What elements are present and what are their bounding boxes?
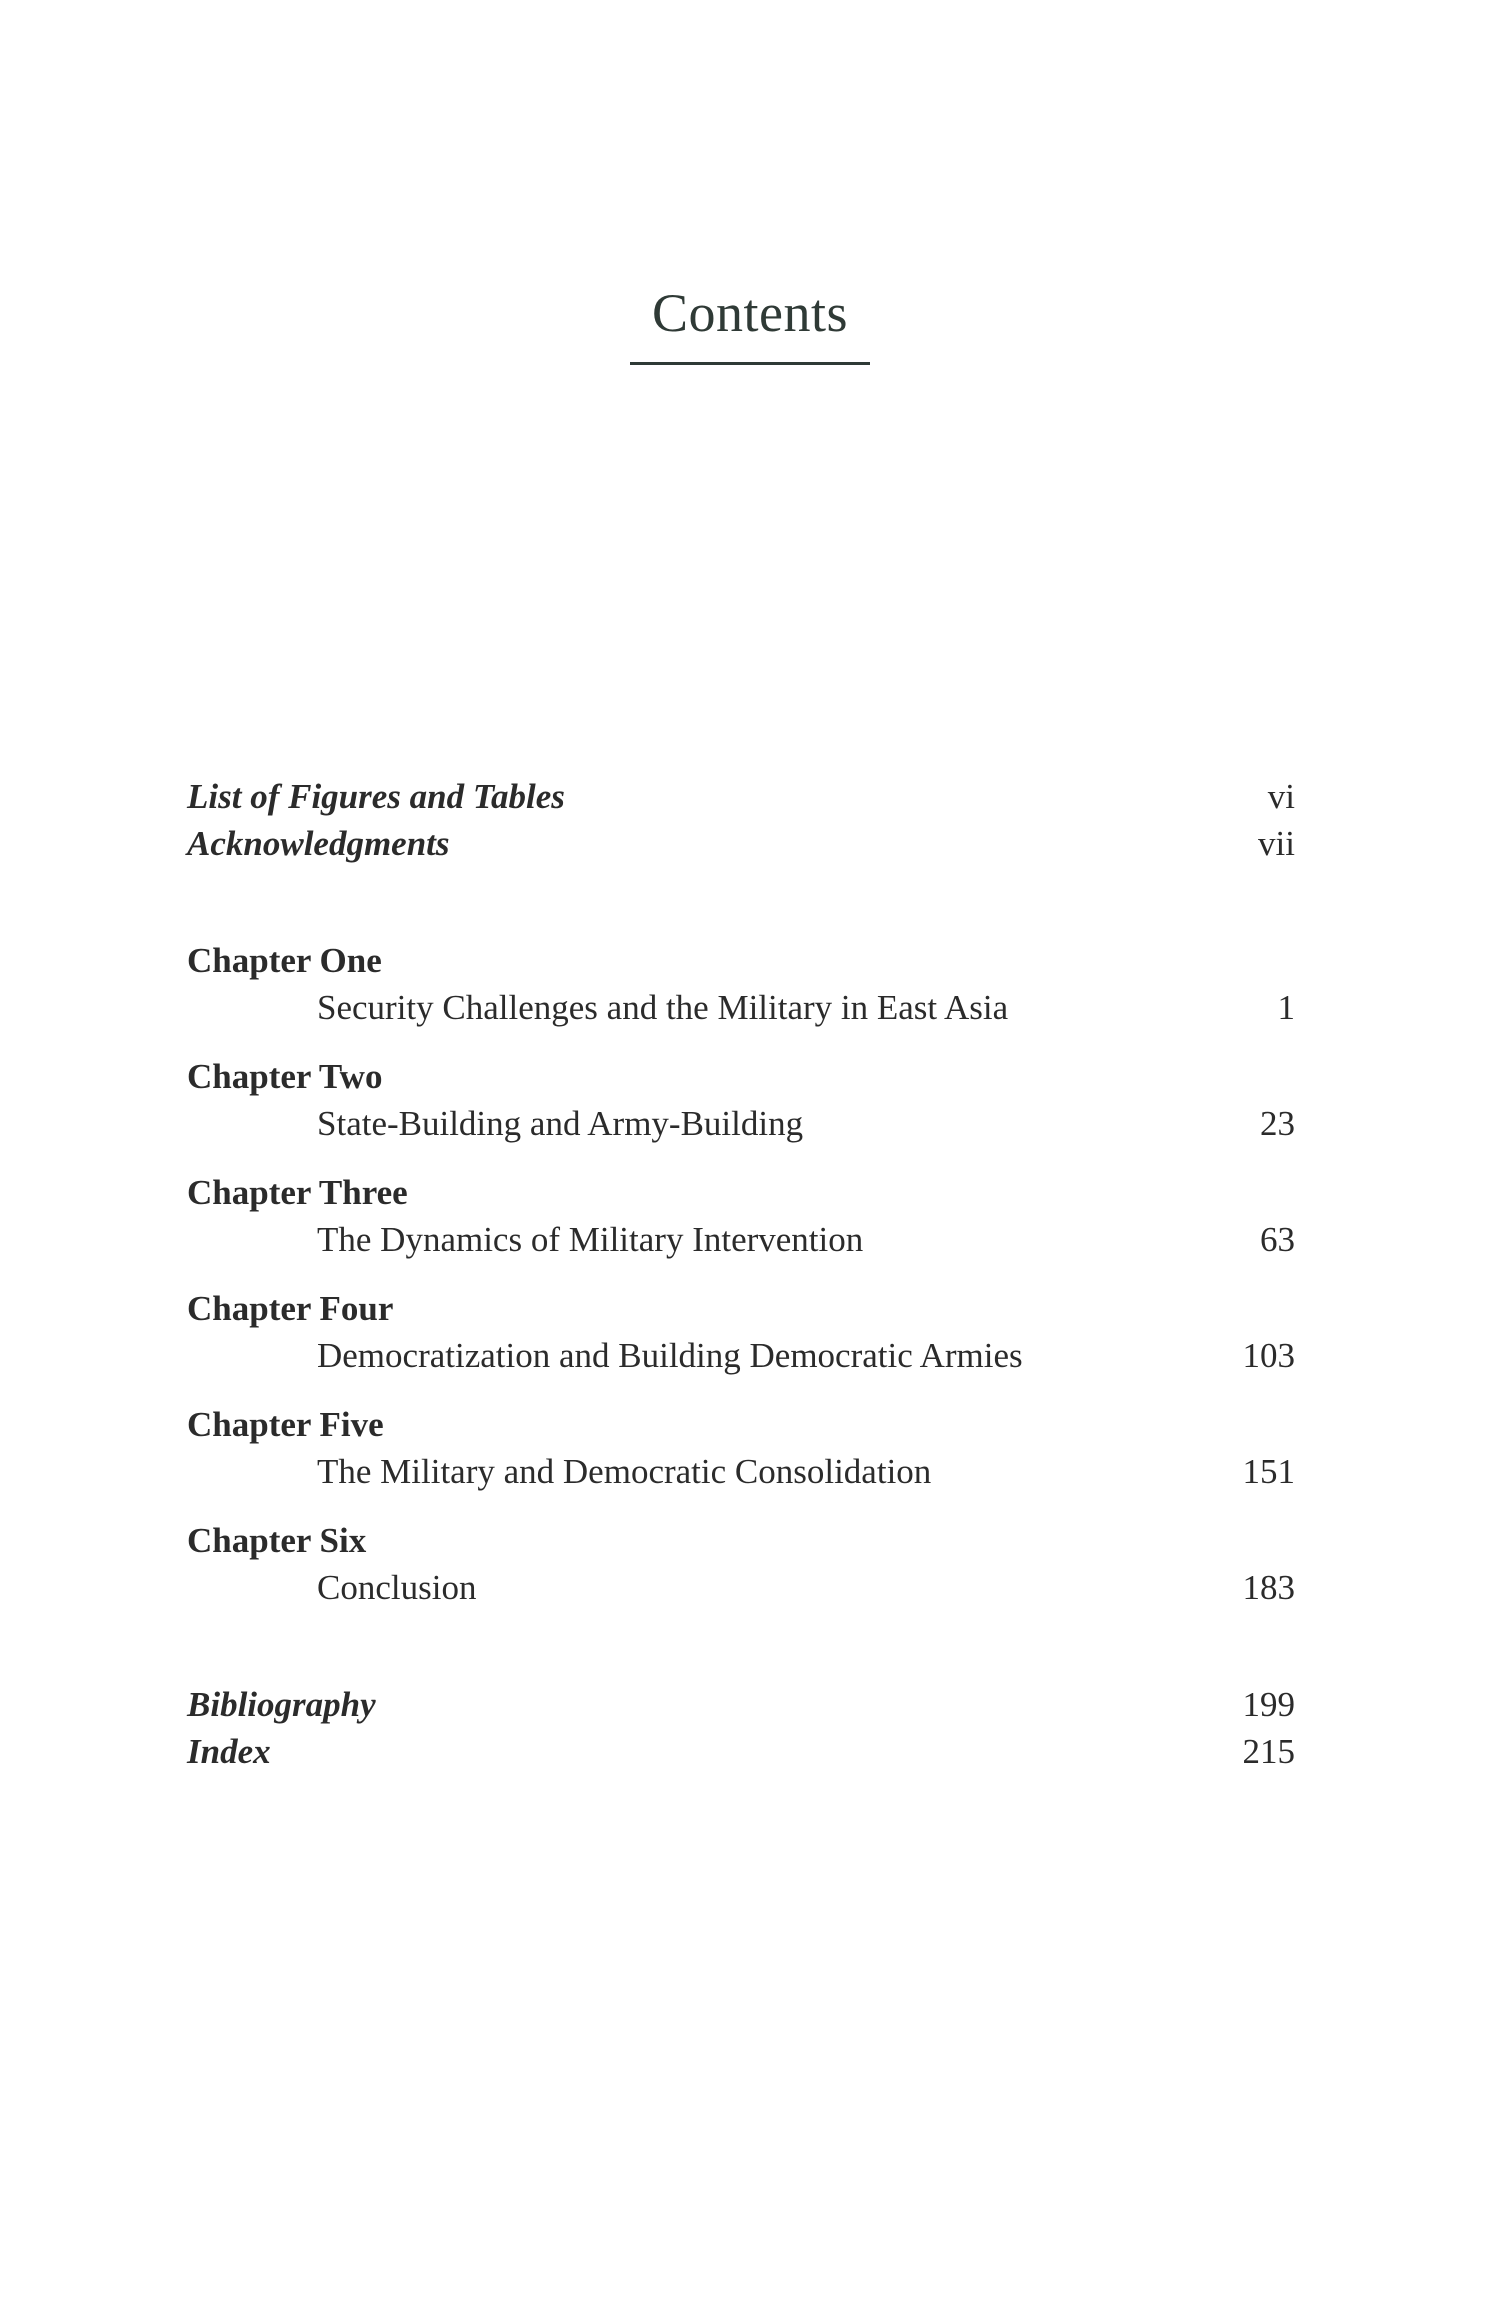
chapter-heading: Chapter Four [187,1289,394,1328]
chapter-page: 1 [1277,988,1295,1027]
chapter-heading: Chapter Six [187,1521,367,1560]
back-matter-label: Bibliography [187,1685,376,1724]
front-matter-label: Acknowledgments [187,824,450,863]
chapter-entry [317,1218,1295,1262]
back-matter-page: 215 [1242,1732,1295,1771]
title-wrap [0,282,1500,365]
chapter-page: 103 [1242,1336,1295,1375]
chapter-page: 183 [1242,1568,1295,1607]
back-matter-entry [187,1730,1295,1774]
chapter-page: 23 [1260,1104,1295,1143]
front-matter-entry [187,775,1295,819]
front-matter-entry [187,822,1295,866]
chapter-heading: Chapter Three [187,1173,408,1212]
front-matter-label: List of Figures and Tables [187,777,565,816]
chapter-entry [317,1102,1295,1146]
chapter-heading: Chapter Two [187,1057,383,1096]
back-matter-entry [187,1683,1295,1727]
back-matter-label: Index [187,1732,271,1771]
chapter-title: The Military and Democratic Consolidation [317,1452,932,1491]
front-matter-page: vi [1267,777,1295,816]
chapter-entry [317,1334,1295,1378]
chapter-page: 63 [1260,1220,1295,1259]
page-title: Contents [630,282,870,365]
chapter-title: Security Challenges and the Military in East Asia [317,988,1009,1027]
chapter-title: Democratization and Building Democratic Armies [317,1336,1023,1375]
chapter-page: 151 [1242,1452,1295,1491]
chapter-title: The Dynamics of Military Intervention [317,1220,864,1259]
chapter-title: Conclusion [317,1568,477,1607]
chapter-entry [317,1566,1295,1610]
chapter-heading: Chapter One [187,941,382,980]
back-matter-page: 199 [1242,1685,1295,1724]
chapter-title: State-Building and Army-Building [317,1104,804,1143]
chapter-entry [317,986,1295,1030]
chapter-heading: Chapter Five [187,1405,384,1444]
front-matter-page: vii [1258,824,1295,863]
chapter-entry [317,1450,1295,1494]
